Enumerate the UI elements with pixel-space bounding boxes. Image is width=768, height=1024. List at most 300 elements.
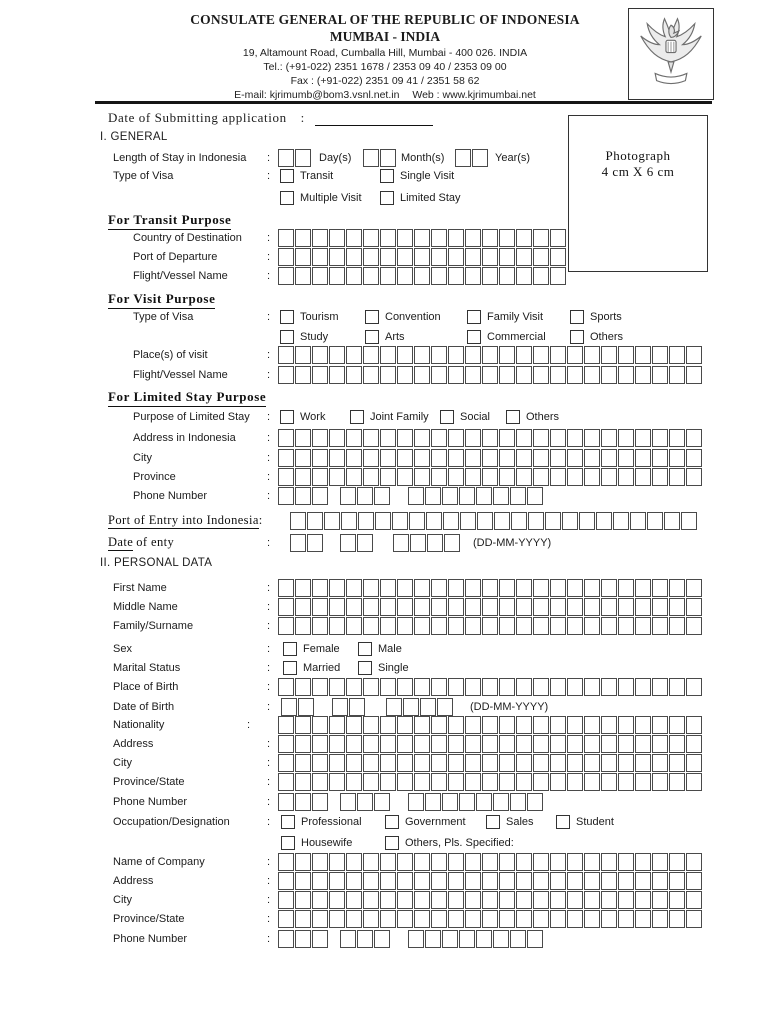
char-box[interactable]	[652, 754, 668, 772]
char-box[interactable]	[448, 617, 464, 635]
char-box[interactable]	[397, 853, 413, 871]
char-box[interactable]	[346, 773, 362, 791]
char-box[interactable]	[295, 678, 311, 696]
char-box[interactable]	[329, 579, 345, 597]
char-box[interactable]	[329, 366, 345, 384]
char-box[interactable]	[312, 267, 328, 285]
char-box[interactable]	[669, 468, 685, 486]
char-box[interactable]	[397, 735, 413, 753]
char-box[interactable]	[584, 449, 600, 467]
char-box[interactable]	[442, 930, 458, 948]
char-box[interactable]	[278, 346, 294, 364]
char-box[interactable]	[499, 617, 515, 635]
char-box[interactable]	[635, 735, 651, 753]
checkbox-study[interactable]	[280, 330, 294, 344]
char-box[interactable]	[533, 248, 549, 266]
char-box[interactable]	[686, 579, 702, 597]
char-box[interactable]	[533, 449, 549, 467]
char-box[interactable]	[312, 346, 328, 364]
birth-day-boxes[interactable]	[281, 698, 315, 716]
char-box[interactable]	[618, 598, 634, 616]
char-box[interactable]	[516, 366, 532, 384]
char-box[interactable]	[448, 891, 464, 909]
char-box[interactable]	[329, 754, 345, 772]
char-box[interactable]	[567, 716, 583, 734]
char-box[interactable]	[346, 910, 362, 928]
char-box[interactable]	[448, 910, 464, 928]
char-box[interactable]	[686, 366, 702, 384]
entry-day-boxes[interactable]	[290, 534, 324, 552]
char-box[interactable]	[380, 716, 396, 734]
char-box[interactable]	[278, 229, 294, 247]
company-name-boxes[interactable]	[278, 853, 703, 871]
char-box[interactable]	[652, 579, 668, 597]
char-box[interactable]	[278, 267, 294, 285]
char-box[interactable]	[664, 512, 680, 530]
char-box[interactable]	[635, 346, 651, 364]
char-box[interactable]	[363, 872, 379, 890]
char-box[interactable]	[635, 429, 651, 447]
char-box[interactable]	[431, 891, 447, 909]
char-box[interactable]	[618, 853, 634, 871]
char-box[interactable]	[312, 773, 328, 791]
char-box[interactable]	[618, 735, 634, 753]
char-box[interactable]	[414, 891, 430, 909]
char-box[interactable]	[465, 248, 481, 266]
char-box[interactable]	[516, 716, 532, 734]
char-box[interactable]	[278, 773, 294, 791]
char-box[interactable]	[448, 754, 464, 772]
char-box[interactable]	[686, 449, 702, 467]
char-box[interactable]	[482, 716, 498, 734]
checkbox-professional[interactable]	[281, 815, 295, 829]
char-box[interactable]	[527, 487, 543, 505]
char-box[interactable]	[516, 429, 532, 447]
checkbox-sports[interactable]	[570, 310, 584, 324]
char-box[interactable]	[312, 735, 328, 753]
char-box[interactable]	[295, 773, 311, 791]
char-box[interactable]	[290, 534, 306, 552]
char-box[interactable]	[516, 754, 532, 772]
char-box[interactable]	[357, 793, 373, 811]
char-box[interactable]	[465, 229, 481, 247]
char-box[interactable]	[601, 579, 617, 597]
char-box[interactable]	[414, 429, 430, 447]
char-box[interactable]	[340, 534, 356, 552]
char-box[interactable]	[533, 754, 549, 772]
char-box[interactable]	[567, 598, 583, 616]
char-box[interactable]	[686, 773, 702, 791]
char-box[interactable]	[516, 449, 532, 467]
char-box[interactable]	[669, 579, 685, 597]
char-box[interactable]	[414, 716, 430, 734]
char-box[interactable]	[669, 853, 685, 871]
char-box[interactable]	[567, 579, 583, 597]
char-box[interactable]	[312, 853, 328, 871]
char-box[interactable]	[510, 930, 526, 948]
char-box[interactable]	[618, 716, 634, 734]
char-box[interactable]	[278, 678, 294, 696]
char-box[interactable]	[278, 853, 294, 871]
char-box[interactable]	[380, 429, 396, 447]
char-box[interactable]	[312, 678, 328, 696]
char-box[interactable]	[346, 598, 362, 616]
char-box[interactable]	[476, 793, 492, 811]
char-box[interactable]	[312, 468, 328, 486]
char-box[interactable]	[533, 853, 549, 871]
char-box[interactable]	[329, 598, 345, 616]
visit-flight-boxes[interactable]	[278, 366, 703, 384]
char-box[interactable]	[363, 149, 379, 167]
char-box[interactable]	[584, 346, 600, 364]
char-box[interactable]	[477, 512, 493, 530]
char-box[interactable]	[374, 930, 390, 948]
char-box[interactable]	[392, 512, 408, 530]
checkbox-single[interactable]	[358, 661, 372, 675]
char-box[interactable]	[516, 229, 532, 247]
char-box[interactable]	[278, 716, 294, 734]
char-box[interactable]	[635, 598, 651, 616]
char-box[interactable]	[380, 229, 396, 247]
char-box[interactable]	[431, 853, 447, 871]
char-box[interactable]	[380, 891, 396, 909]
char-box[interactable]	[584, 598, 600, 616]
char-box[interactable]	[647, 512, 663, 530]
char-box[interactable]	[312, 910, 328, 928]
char-box[interactable]	[346, 346, 362, 364]
char-box[interactable]	[414, 872, 430, 890]
char-box[interactable]	[431, 429, 447, 447]
char-box[interactable]	[329, 229, 345, 247]
char-box[interactable]	[425, 930, 441, 948]
char-box[interactable]	[635, 754, 651, 772]
birth-month-boxes[interactable]	[332, 698, 366, 716]
char-box[interactable]	[533, 891, 549, 909]
char-box[interactable]	[618, 773, 634, 791]
char-box[interactable]	[414, 346, 430, 364]
char-box[interactable]	[550, 891, 566, 909]
char-box[interactable]	[465, 910, 481, 928]
char-box[interactable]	[601, 366, 617, 384]
char-box[interactable]	[329, 267, 345, 285]
char-box[interactable]	[414, 853, 430, 871]
char-box[interactable]	[533, 735, 549, 753]
char-box[interactable]	[550, 617, 566, 635]
char-box[interactable]	[278, 579, 294, 597]
char-box[interactable]	[516, 872, 532, 890]
checkbox-housewife[interactable]	[281, 836, 295, 850]
limited-city-boxes[interactable]	[278, 449, 703, 467]
company-phone-boxes-3[interactable]	[408, 930, 544, 948]
char-box[interactable]	[482, 229, 498, 247]
char-box[interactable]	[584, 872, 600, 890]
char-box[interactable]	[482, 579, 498, 597]
months-boxes[interactable]	[363, 149, 397, 167]
char-box[interactable]	[596, 512, 612, 530]
char-box[interactable]	[618, 678, 634, 696]
char-box[interactable]	[431, 872, 447, 890]
char-box[interactable]	[482, 853, 498, 871]
char-box[interactable]	[278, 598, 294, 616]
char-box[interactable]	[414, 598, 430, 616]
char-box[interactable]	[312, 579, 328, 597]
char-box[interactable]	[448, 716, 464, 734]
char-box[interactable]	[681, 512, 697, 530]
char-box[interactable]	[550, 579, 566, 597]
char-box[interactable]	[346, 716, 362, 734]
checkbox-government[interactable]	[385, 815, 399, 829]
char-box[interactable]	[567, 468, 583, 486]
char-box[interactable]	[533, 773, 549, 791]
char-box[interactable]	[442, 793, 458, 811]
personal-phone-boxes-1[interactable]	[278, 793, 329, 811]
char-box[interactable]	[550, 735, 566, 753]
char-box[interactable]	[414, 449, 430, 467]
char-box[interactable]	[329, 853, 345, 871]
char-box[interactable]	[516, 773, 532, 791]
char-box[interactable]	[448, 598, 464, 616]
char-box[interactable]	[482, 449, 498, 467]
char-box[interactable]	[329, 449, 345, 467]
char-box[interactable]	[374, 793, 390, 811]
char-box[interactable]	[618, 579, 634, 597]
char-box[interactable]	[499, 267, 515, 285]
entry-month-boxes[interactable]	[340, 534, 374, 552]
middle-name-boxes[interactable]	[278, 598, 703, 616]
char-box[interactable]	[363, 366, 379, 384]
char-box[interactable]	[431, 735, 447, 753]
char-box[interactable]	[278, 930, 294, 948]
char-box[interactable]	[465, 853, 481, 871]
char-box[interactable]	[332, 698, 348, 716]
char-box[interactable]	[363, 716, 379, 734]
char-box[interactable]	[278, 449, 294, 467]
char-box[interactable]	[414, 579, 430, 597]
char-box[interactable]	[550, 716, 566, 734]
char-box[interactable]	[686, 735, 702, 753]
char-box[interactable]	[295, 487, 311, 505]
char-box[interactable]	[499, 891, 515, 909]
char-box[interactable]	[482, 429, 498, 447]
char-box[interactable]	[329, 248, 345, 266]
char-box[interactable]	[465, 754, 481, 772]
char-box[interactable]	[312, 754, 328, 772]
char-box[interactable]	[527, 930, 543, 948]
submit-date-input[interactable]	[315, 111, 433, 126]
char-box[interactable]	[533, 229, 549, 247]
char-box[interactable]	[584, 754, 600, 772]
char-box[interactable]	[601, 346, 617, 364]
char-box[interactable]	[329, 617, 345, 635]
char-box[interactable]	[397, 579, 413, 597]
char-box[interactable]	[295, 468, 311, 486]
char-box[interactable]	[635, 853, 651, 871]
char-box[interactable]	[290, 512, 306, 530]
char-box[interactable]	[409, 512, 425, 530]
checkbox-others-limited[interactable]	[506, 410, 520, 424]
char-box[interactable]	[443, 512, 459, 530]
char-box[interactable]	[584, 366, 600, 384]
char-box[interactable]	[476, 930, 492, 948]
char-box[interactable]	[346, 579, 362, 597]
char-box[interactable]	[652, 773, 668, 791]
char-box[interactable]	[278, 617, 294, 635]
char-box[interactable]	[380, 468, 396, 486]
char-box[interactable]	[312, 617, 328, 635]
char-box[interactable]	[397, 754, 413, 772]
char-box[interactable]	[550, 248, 566, 266]
char-box[interactable]	[295, 366, 311, 384]
char-box[interactable]	[652, 346, 668, 364]
char-box[interactable]	[448, 872, 464, 890]
personal-address-boxes[interactable]	[278, 735, 703, 753]
char-box[interactable]	[397, 598, 413, 616]
char-box[interactable]	[550, 910, 566, 928]
char-box[interactable]	[652, 735, 668, 753]
char-box[interactable]	[618, 754, 634, 772]
char-box[interactable]	[374, 487, 390, 505]
char-box[interactable]	[562, 512, 578, 530]
char-box[interactable]	[460, 512, 476, 530]
char-box[interactable]	[567, 853, 583, 871]
char-box[interactable]	[635, 872, 651, 890]
char-box[interactable]	[482, 735, 498, 753]
char-box[interactable]	[329, 716, 345, 734]
char-box[interactable]	[340, 930, 356, 948]
char-box[interactable]	[312, 366, 328, 384]
char-box[interactable]	[386, 698, 402, 716]
char-box[interactable]	[635, 910, 651, 928]
char-box[interactable]	[431, 346, 447, 364]
char-box[interactable]	[550, 773, 566, 791]
char-box[interactable]	[448, 248, 464, 266]
char-box[interactable]	[448, 267, 464, 285]
checkbox-others-occupation[interactable]	[385, 836, 399, 850]
char-box[interactable]	[295, 579, 311, 597]
char-box[interactable]	[312, 429, 328, 447]
char-box[interactable]	[533, 872, 549, 890]
char-box[interactable]	[380, 449, 396, 467]
char-box[interactable]	[613, 512, 629, 530]
char-box[interactable]	[601, 716, 617, 734]
char-box[interactable]	[567, 449, 583, 467]
char-box[interactable]	[482, 366, 498, 384]
checkbox-student[interactable]	[556, 815, 570, 829]
char-box[interactable]	[408, 487, 424, 505]
char-box[interactable]	[669, 346, 685, 364]
char-box[interactable]	[465, 773, 481, 791]
char-box[interactable]	[567, 735, 583, 753]
char-box[interactable]	[499, 468, 515, 486]
char-box[interactable]	[459, 793, 475, 811]
char-box[interactable]	[448, 346, 464, 364]
company-city-boxes[interactable]	[278, 891, 703, 909]
char-box[interactable]	[545, 512, 561, 530]
char-box[interactable]	[584, 853, 600, 871]
personal-city-boxes[interactable]	[278, 754, 703, 772]
char-box[interactable]	[652, 598, 668, 616]
char-box[interactable]	[295, 598, 311, 616]
checkbox-female[interactable]	[283, 642, 297, 656]
char-box[interactable]	[397, 429, 413, 447]
char-box[interactable]	[397, 468, 413, 486]
char-box[interactable]	[431, 773, 447, 791]
char-box[interactable]	[363, 598, 379, 616]
char-box[interactable]	[669, 429, 685, 447]
char-box[interactable]	[442, 487, 458, 505]
char-box[interactable]	[431, 449, 447, 467]
char-box[interactable]	[295, 891, 311, 909]
birth-year-boxes[interactable]	[386, 698, 454, 716]
char-box[interactable]	[448, 678, 464, 696]
address-in-indonesia-boxes[interactable]	[278, 429, 703, 447]
char-box[interactable]	[686, 346, 702, 364]
char-box[interactable]	[516, 891, 532, 909]
company-address-boxes[interactable]	[278, 872, 703, 890]
char-box[interactable]	[601, 853, 617, 871]
char-box[interactable]	[493, 793, 509, 811]
char-box[interactable]	[346, 468, 362, 486]
char-box[interactable]	[363, 910, 379, 928]
char-box[interactable]	[550, 346, 566, 364]
char-box[interactable]	[448, 735, 464, 753]
char-box[interactable]	[669, 449, 685, 467]
char-box[interactable]	[444, 534, 460, 552]
char-box[interactable]	[499, 579, 515, 597]
char-box[interactable]	[567, 872, 583, 890]
char-box[interactable]	[516, 853, 532, 871]
char-box[interactable]	[357, 930, 373, 948]
char-box[interactable]	[403, 698, 419, 716]
char-box[interactable]	[482, 678, 498, 696]
char-box[interactable]	[567, 910, 583, 928]
char-box[interactable]	[482, 910, 498, 928]
char-box[interactable]	[312, 487, 328, 505]
char-box[interactable]	[380, 773, 396, 791]
personal-phone-boxes-3[interactable]	[408, 793, 544, 811]
char-box[interactable]	[448, 229, 464, 247]
char-box[interactable]	[312, 229, 328, 247]
char-box[interactable]	[533, 617, 549, 635]
char-box[interactable]	[363, 429, 379, 447]
char-box[interactable]	[425, 487, 441, 505]
char-box[interactable]	[567, 754, 583, 772]
company-province-boxes[interactable]	[278, 910, 703, 928]
char-box[interactable]	[329, 872, 345, 890]
char-box[interactable]	[550, 229, 566, 247]
char-box[interactable]	[533, 346, 549, 364]
char-box[interactable]	[340, 793, 356, 811]
char-box[interactable]	[686, 617, 702, 635]
char-box[interactable]	[516, 678, 532, 696]
char-box[interactable]	[363, 248, 379, 266]
char-box[interactable]	[686, 891, 702, 909]
char-box[interactable]	[516, 248, 532, 266]
char-box[interactable]	[635, 716, 651, 734]
char-box[interactable]	[584, 716, 600, 734]
char-box[interactable]	[448, 429, 464, 447]
checkbox-others-visit[interactable]	[570, 330, 584, 344]
char-box[interactable]	[476, 487, 492, 505]
char-box[interactable]	[635, 617, 651, 635]
char-box[interactable]	[618, 429, 634, 447]
char-box[interactable]	[380, 678, 396, 696]
company-phone-boxes-1[interactable]	[278, 930, 329, 948]
char-box[interactable]	[494, 512, 510, 530]
char-box[interactable]	[295, 754, 311, 772]
char-box[interactable]	[346, 267, 362, 285]
checkbox-joint-family[interactable]	[350, 410, 364, 424]
